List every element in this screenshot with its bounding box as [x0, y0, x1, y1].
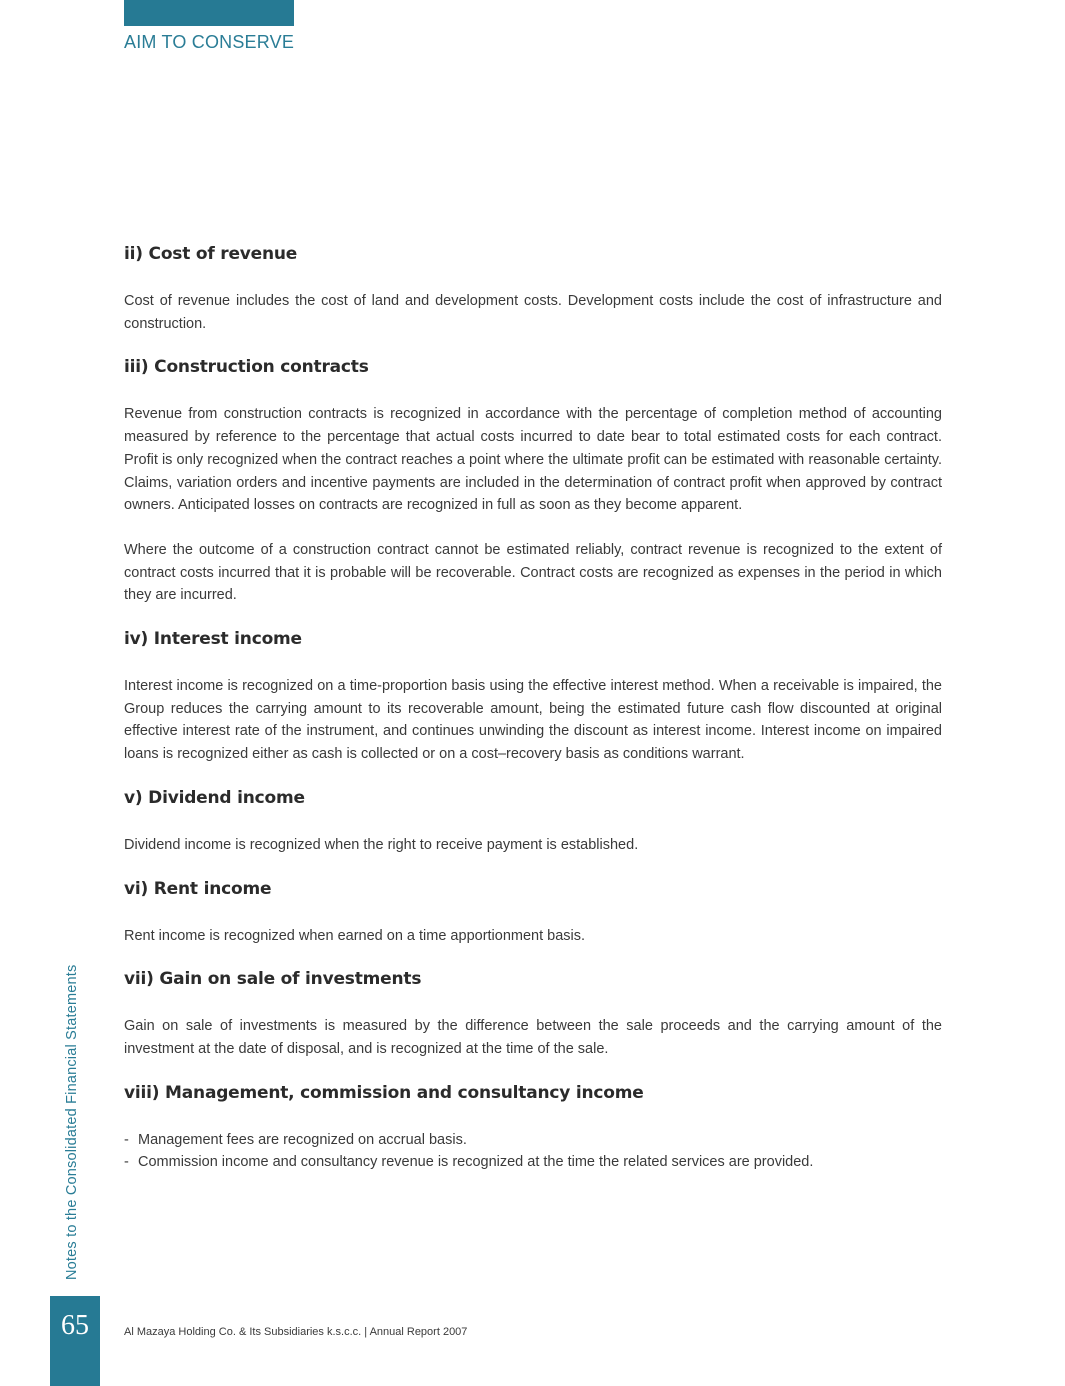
bullet-dash: - [124, 1131, 129, 1148]
section-cost-of-revenue [124, 244, 942, 335]
section-rent-income [124, 879, 942, 948]
section-heading: vii) Gain on sale of investments [124, 969, 422, 990]
section-paragraph: Interest income is recognized on a time-proportion basis using the effective interest method. When a receivable is impaired, the Group reduces the carrying amount to its recoverable amount, being the estimated future cash flow discounted at original effective interest rate of the instrument, and continues unwinding the discount as interest income. Interest income on impaired loans is recognized either as cash is collected or on a cost–recovery basis as conditions warrant. [124, 678, 942, 763]
section-paragraph: Revenue from construction contracts is recognized in accordance with the percentage of completion method of accounting measured by reference to the percentage that actual costs incurred to date bear to total estimated costs for each contract. Profit is only recognized when the contract reaches a point where the ultimate profit can be estimated with reasonable certainty. Claims, variation orders and incentive payments are included in the determination of contract profit when approved by contract owners. Anticipated losses on contracts are recognized in full as soon as they become apparent. [124, 406, 942, 514]
page-number-box [50, 1296, 100, 1386]
section-heading: iii) Construction contracts [124, 357, 369, 378]
section-heading: vi) Rent income [124, 878, 272, 899]
bullet-item [124, 1151, 942, 1174]
header-color-bar [124, 0, 294, 26]
page-number: 65 [61, 1310, 89, 1341]
main-content [124, 244, 942, 1176]
section-heading: iv) Interest income [124, 629, 302, 650]
section-gain-on-sale [124, 969, 942, 1060]
section-heading: ii) Cost of revenue [124, 244, 298, 264]
section-paragraph: Gain on sale of investments is measured by the difference between the sale proceeds and the carrying amount of the investment at the date of disposal, and is recognized at the time of the sale. [124, 1018, 942, 1057]
brand-title: AIM TO CONSERVE [124, 32, 295, 52]
section-management-income [124, 1083, 942, 1174]
bullet-item [124, 1129, 942, 1152]
footer-text: Al Mazaya Holding Co. & Its Subsidiaries k.s.c.c. | Annual Report 2007 [124, 1326, 468, 1338]
section-dividend-income [124, 788, 942, 857]
section-paragraph: Dividend income is recognized when the right to receive payment is established. [124, 836, 639, 853]
section-paragraph: Cost of revenue includes the cost of land and development costs. Development costs include the cost of infrastructure and construction. [124, 293, 942, 332]
section-heading: viii) Management, commission and consultancy income [124, 1082, 644, 1103]
section-paragraph: Rent income is recognized when earned on a time apportionment basis. [124, 927, 586, 944]
section-paragraph: Where the outcome of a construction contract cannot be estimated reliably, contract revenue is recognized to the extent of contract costs incurred that it is probable will be recoverable. Contract costs are recognized as expenses in the period in which they are incurred. [124, 541, 942, 604]
side-section-label: Notes to the Consolidated Financial Statements [64, 964, 80, 1280]
bullet-dash: - [124, 1154, 129, 1171]
section-construction-contracts [124, 357, 942, 607]
section-heading: v) Dividend income [124, 787, 305, 808]
bullet-text: Commission income and consultancy revenue is recognized at the time the related services are provided. [138, 1154, 814, 1171]
section-interest-income [124, 629, 942, 766]
bullet-text: Management fees are recognized on accrual basis. [138, 1131, 467, 1148]
